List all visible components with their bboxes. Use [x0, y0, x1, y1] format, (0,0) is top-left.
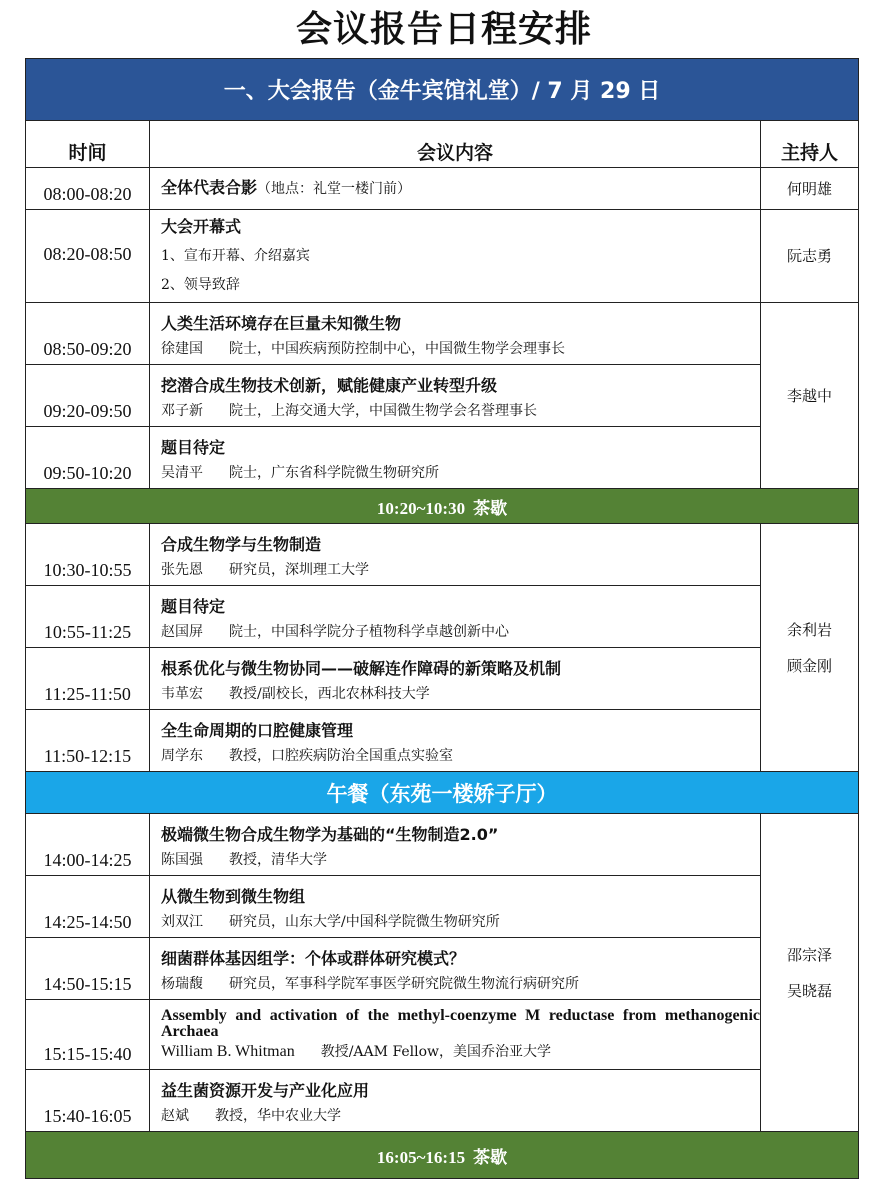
speaker-affiliation: 研究员，军事科学院军事医学研究院微生物流行病研究所 [229, 975, 579, 992]
lunch-row [26, 772, 859, 814]
table-row [26, 210, 859, 303]
host-cell: 何明雄 [761, 168, 859, 210]
lunch-banner: 午餐（东苑一楼娇子厅） [26, 772, 859, 814]
table-row [26, 648, 859, 710]
talk-title: 人类生活环境存在巨量未知微生物 [161, 313, 402, 333]
time-cell: 09:50-10:20 [26, 427, 150, 489]
time-cell: 14:25-14:50 [26, 876, 150, 938]
speaker-line [161, 974, 760, 994]
time-cell: 08:50-09:20 [26, 303, 150, 365]
section-banner: 一、大会报告（金牛宾馆礼堂）/ 7 月 29 日 [26, 59, 859, 121]
speaker-line [161, 622, 760, 642]
content-cell [150, 365, 761, 427]
tea-break-banner [26, 489, 859, 524]
host-cell [761, 524, 859, 772]
tea-break-time: 16:05~16:15 [376, 1147, 466, 1167]
talk-title: 题目待定 [161, 437, 226, 457]
speaker-name: 吴清平 [161, 464, 203, 481]
speaker-name: 邓子新 [161, 402, 203, 419]
talk-title: 从微生物到微生物组 [161, 886, 306, 906]
content-cell [150, 814, 761, 876]
talk-title: 全生命周期的口腔健康管理 [161, 720, 354, 740]
speaker-name: 杨瑞馥 [161, 975, 203, 992]
tea-break-row [26, 489, 859, 524]
speaker-line [161, 1040, 760, 1064]
tea-break-banner [26, 1132, 859, 1179]
talk-title: 全体代表合影（地点：礼堂一楼门前） [161, 178, 412, 197]
content-cell [150, 168, 761, 210]
speaker-name: 陈国强 [161, 851, 203, 868]
talk-title: 题目待定 [161, 596, 226, 616]
speaker-affiliation: 院士，中国疾病预防控制中心，中国微生物学会理事长 [229, 340, 565, 357]
talk-title: 极端微生物合成生物学为基础的“生物制造2.0” [161, 824, 499, 844]
speaker-name: 周学东 [161, 747, 203, 764]
table-row [26, 427, 859, 489]
talk-title: Assembly and activation of the methyl-coenzyme M reductase from methanogenic Archaea [161, 1007, 760, 1040]
time-cell: 14:00-14:25 [26, 814, 150, 876]
speaker-affiliation: 教授/副校长，西北农林科技大学 [229, 685, 430, 702]
time-cell: 14:50-15:15 [26, 938, 150, 1000]
content-cell [150, 1000, 761, 1070]
table-row [26, 586, 859, 648]
time-cell: 09:20-09:50 [26, 365, 150, 427]
header-row [26, 121, 859, 168]
speaker-line [161, 339, 760, 359]
speaker-line [161, 850, 760, 870]
speaker-affiliation: 院士，中国科学院分子植物科学卓越创新中心 [229, 623, 509, 640]
speaker-affiliation: 教授，华中农业大学 [215, 1107, 341, 1124]
content-cell [150, 1070, 761, 1132]
table-row [26, 876, 859, 938]
speaker-affiliation: 研究员，深圳理工大学 [229, 561, 369, 578]
host-cell [761, 814, 859, 1132]
table-row [26, 365, 859, 427]
speaker-affiliation: 院士，上海交通大学，中国微生物学会名誉理事长 [229, 402, 537, 419]
speaker-name: 刘双江 [161, 913, 203, 930]
speaker-affiliation: 教授/AAM Fellow，美国乔治亚大学 [320, 1044, 552, 1060]
tea-break-label: 茶歇 [473, 1147, 508, 1168]
speaker-name: 张先恩 [161, 561, 203, 578]
host-name: 吴晓磊 [787, 981, 833, 1000]
header-content: 会议内容 [150, 121, 761, 168]
section-banner-row [26, 59, 859, 121]
speaker-name: 韦革宏 [161, 685, 203, 702]
table-row [26, 1000, 859, 1070]
speaker-name: 徐建国 [161, 340, 203, 357]
speaker-line [161, 560, 760, 580]
agenda-line: 2、领导致辞 [161, 277, 240, 293]
speaker-line [161, 401, 760, 421]
time-cell: 10:30-10:55 [26, 524, 150, 586]
table-row [26, 303, 859, 365]
talk-title: 大会开幕式 [161, 217, 242, 236]
speaker-affiliation: 研究员，山东大学/中国科学院微生物研究所 [229, 913, 500, 930]
table-row [26, 938, 859, 1000]
talk-title: 益生菌资源开发与产业化应用 [161, 1080, 370, 1100]
content-cell [150, 938, 761, 1000]
time-cell: 15:40-16:05 [26, 1070, 150, 1132]
header-time: 时间 [26, 121, 150, 168]
content-cell [150, 210, 761, 303]
speaker-line [161, 684, 760, 704]
speaker-line [161, 746, 760, 766]
time-cell: 08:00-08:20 [26, 168, 150, 210]
talk-title: 根系优化与微生物协同——破解连作障碍的新策略及机制 [161, 658, 562, 678]
content-cell [150, 710, 761, 772]
content-cell [150, 427, 761, 489]
host-name: 顾金刚 [787, 656, 833, 675]
tea-break-time: 10:20~10:30 [376, 498, 466, 518]
table-row [26, 524, 859, 586]
time-cell: 11:50-12:15 [26, 710, 150, 772]
table-row [26, 814, 859, 876]
speaker-name: William B. Whitman [161, 1043, 295, 1060]
speaker-affiliation: 教授，清华大学 [229, 851, 327, 868]
speaker-name: 赵国屏 [161, 623, 203, 640]
host-cell: 阮志勇 [761, 210, 859, 303]
content-cell [150, 648, 761, 710]
content-cell [150, 303, 761, 365]
table-row [26, 168, 859, 210]
speaker-line [161, 1106, 760, 1126]
talk-title: 挖潜合成生物技术创新，赋能健康产业转型升级 [161, 375, 498, 395]
agenda-line: 1、宣布开幕、介绍嘉宾 [161, 248, 310, 264]
content-cell [150, 586, 761, 648]
time-cell: 10:55-11:25 [26, 586, 150, 648]
host-name: 邵宗泽 [787, 945, 833, 964]
speaker-affiliation: 院士，广东省科学院微生物研究所 [229, 464, 439, 481]
host-cell: 李越中 [761, 303, 859, 489]
time-cell: 11:25-11:50 [26, 648, 150, 710]
speaker-line [161, 463, 760, 483]
tea-break-label: 茶歇 [473, 498, 508, 519]
content-cell [150, 524, 761, 586]
speaker-line [161, 912, 760, 932]
speaker-affiliation: 教授，口腔疾病防治全国重点实验室 [229, 747, 453, 764]
talk-title: 合成生物学与生物制造 [161, 534, 322, 554]
host-name: 余利岩 [787, 620, 833, 639]
talk-title: 细菌群体基因组学：个体或群体研究模式？ [161, 948, 466, 968]
time-cell: 15:15-15:40 [26, 1000, 150, 1070]
speaker-name: 赵斌 [161, 1107, 189, 1124]
tea-break-row [26, 1132, 859, 1179]
table-row [26, 710, 859, 772]
content-cell [150, 876, 761, 938]
document-title: 会议报告日程安排 [295, 9, 592, 50]
header-host: 主持人 [761, 121, 859, 168]
location-note: （地点：礼堂一楼门前） [257, 181, 412, 197]
table-row [26, 1070, 859, 1132]
time-cell: 08:20-08:50 [26, 210, 150, 303]
schedule-table [25, 58, 859, 1179]
